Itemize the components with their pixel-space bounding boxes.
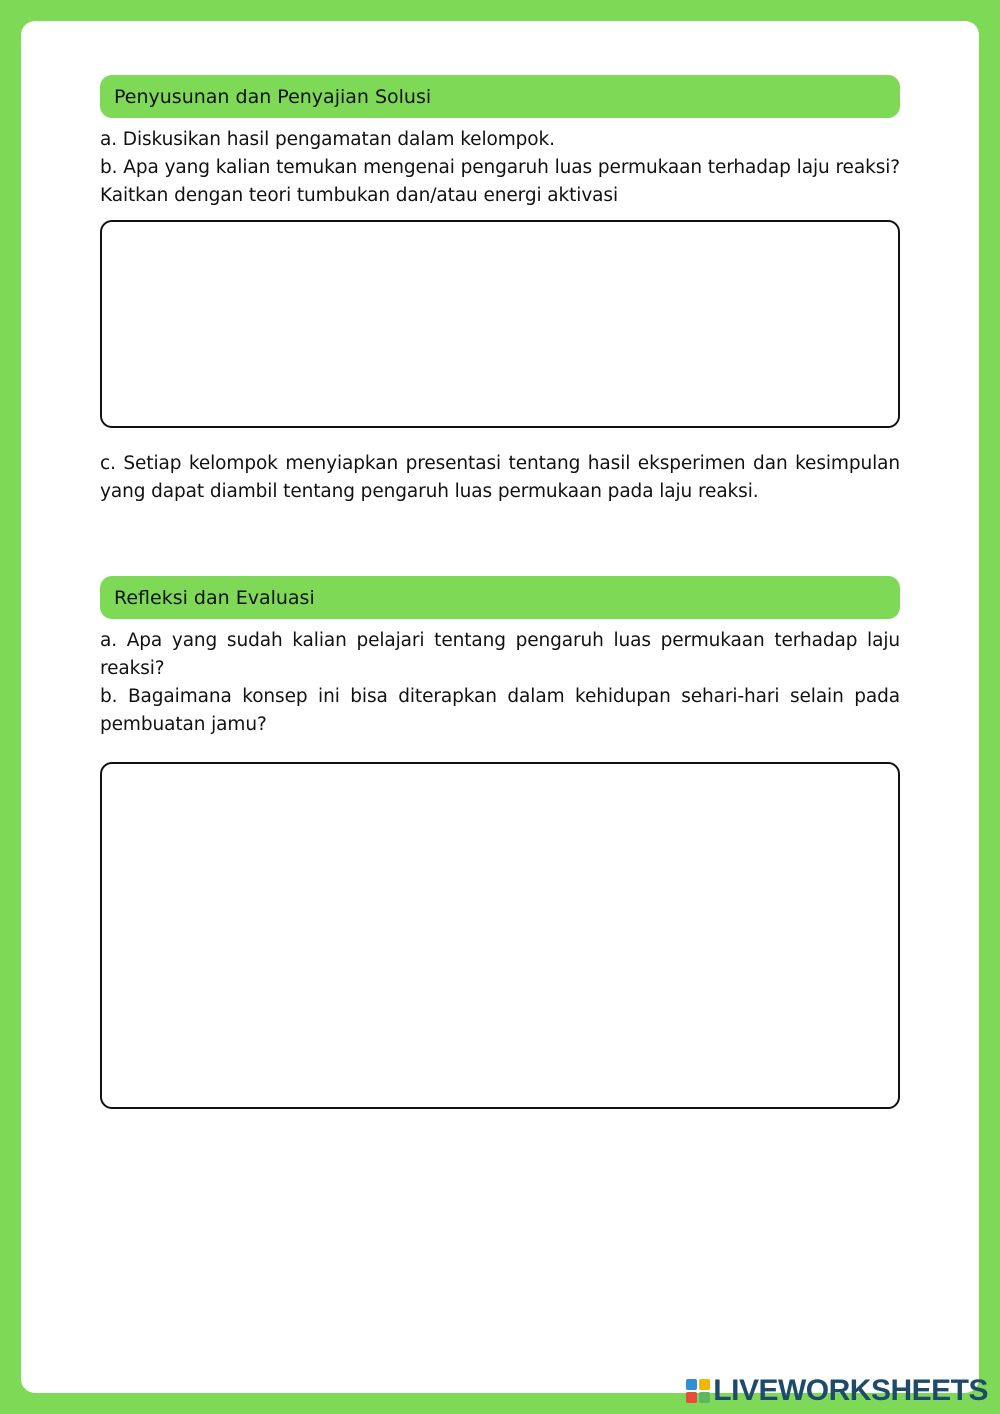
liveworksheets-brand (686, 1373, 988, 1409)
question-b: b. Apa yang kalian temukan mengenai pengaruh luas permukaan terhadap laju reaksi? Kaitkan dengan teori tumbukan dan/atau energi aktivasi (100, 157, 900, 206)
section-title: Penyusunan dan Penyajian Solusi (114, 85, 432, 108)
section-header-refleksi (100, 576, 900, 619)
answer-box-1[interactable] (100, 220, 900, 428)
instruction-a: a. Diskusikan hasil pengamatan dalam kelompok. (100, 129, 555, 150)
instruction-c: c. Setiap kelompok menyiapkan presentasi tentang hasil eksperimen dan kesimpulan yang dapat diambil tentang pengaruh luas permukaan pada laju reaksi. (100, 453, 900, 502)
section-header-solusi (100, 75, 900, 118)
section-title: Refleksi dan Evaluasi (114, 586, 315, 609)
brand-text: LIVEWORKSHEETS (713, 1374, 988, 1407)
worksheet-page (21, 21, 979, 1393)
answer-box-2[interactable] (100, 762, 900, 1109)
question-reflect-a: a. Apa yang sudah kalian pelajari tentang pengaruh luas permukaan terhadap laju reaksi? (100, 630, 900, 679)
liveworksheets-logo-icon (686, 1379, 710, 1403)
question-reflect-b: b. Bagaimana konsep ini bisa diterapkan dalam kehidupan sehari-hari selain pada pembuatan jamu? (100, 686, 900, 735)
